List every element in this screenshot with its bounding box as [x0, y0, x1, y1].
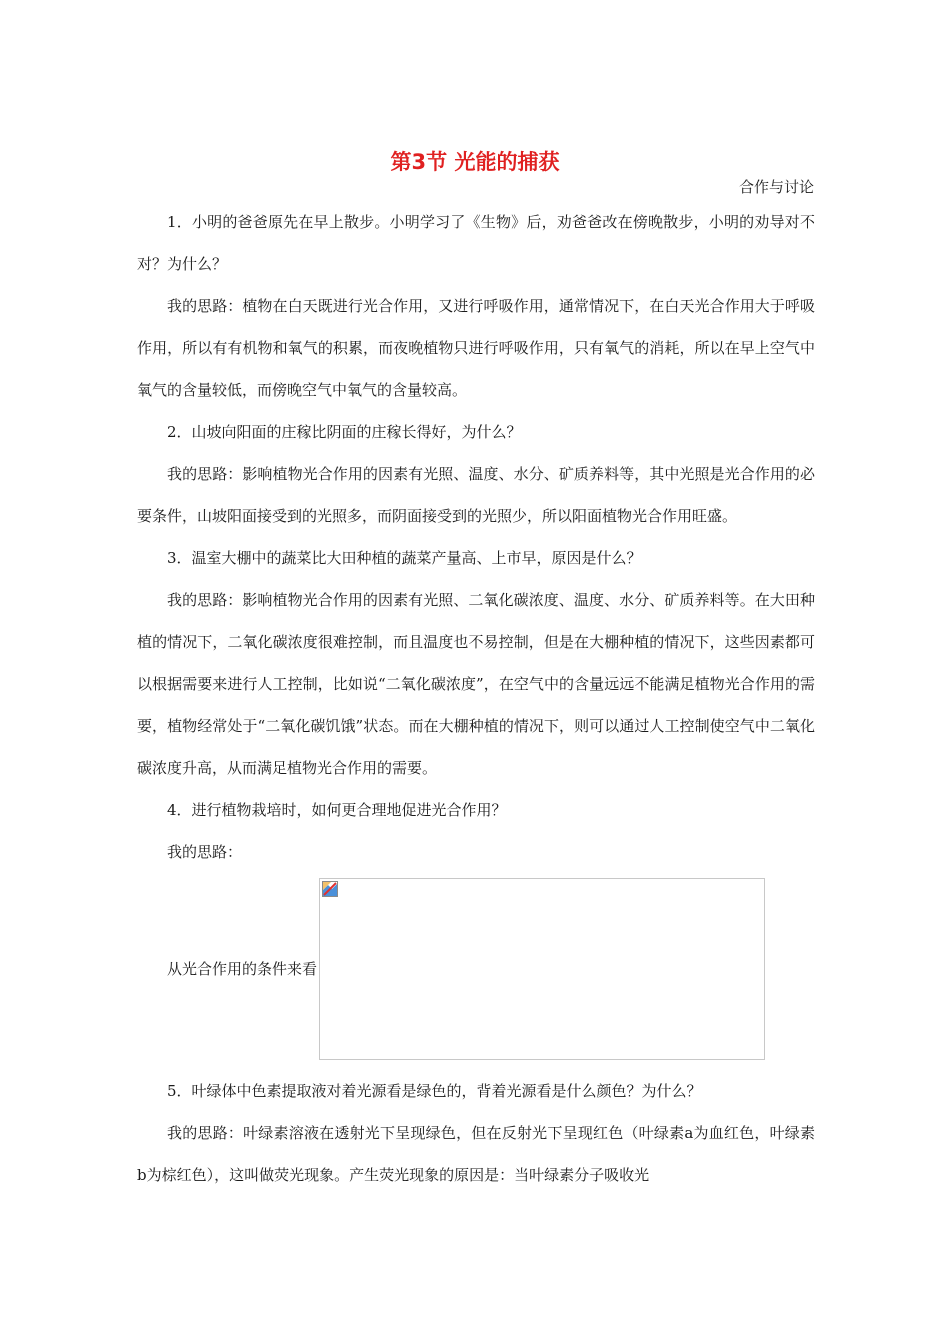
- answer-5: 我的思路：叶绿素溶液在透射光下呈现绿色，但在反射光下呈现红色（叶绿素a为血红色，叶绿素b为棕红色），这叫做荧光现象。产生荧光现象的原因是：当叶绿素分子吸收光: [137, 1124, 815, 1184]
- image-placeholder: [319, 878, 765, 1060]
- question-5: 5．叶绿体中色素提取液对着光源看是绿色的，背着光源看是什么颜色？为什么？: [167, 1082, 702, 1100]
- question-4: 4．进行植物栽培时，如何更合理地促进光合作用？: [167, 801, 507, 819]
- document-body: [137, 201, 815, 1196]
- page-title: 第3节 光能的捕获: [390, 150, 560, 174]
- question-1: 1．小明的爸爸原先在早上散步。小明学习了《生物》后，劝爸爸改在傍晚散步，小明的劝导对不对？为什么？: [137, 213, 815, 273]
- section-heading: 合作与讨论: [738, 178, 814, 196]
- answer-1: 我的思路：植物在白天既进行光合作用，又进行呼吸作用，通常情况下，在白天光合作用大于呼吸作用，所以有有机物和氧气的积累，而夜晚植物只进行呼吸作用，只有氧气的消耗，所以在早上空气中氧气的含量较低，而傍晚空气中氧气的含量较高。: [137, 297, 815, 399]
- answer-2: 我的思路：影响植物光合作用的因素有光照、温度、水分、矿质养料等，其中光照是光合作用的必要条件，山坡阳面接受到的光照多，而阴面接受到的光照少，所以阳面植物光合作用旺盛。: [137, 465, 815, 525]
- figure-row: [137, 873, 815, 1065]
- question-2: 2．山坡向阳面的庄稼比阴面的庄稼长得好，为什么？: [167, 423, 522, 441]
- figure-label: 从光合作用的条件来看: [167, 960, 318, 978]
- answer-4-intro: 我的思路：: [167, 843, 243, 861]
- answer-3: 我的思路：影响植物光合作用的因素有光照、二氧化碳浓度、温度、水分、矿质养料等。在大田种植的情况下，二氧化碳浓度很难控制，而且温度也不易控制，但是在大棚种植的情况下，这些因素都可以根据需要来进行人工控制，比如说“二氧化碳浓度”，在空气中的含量远远不能满足植物光合作用的需要，植物经常处于“二氧化碳饥饿”状态。而在大棚种植的情况下，则可以通过人工控制使空气中二氧化碳浓度升高，从而满足植物光合作用的需要。: [137, 591, 815, 777]
- question-3: 3．温室大棚中的蔬菜比大田种植的蔬菜产量高、上市早，原因是什么？: [167, 549, 642, 567]
- broken-image-icon: [322, 881, 338, 897]
